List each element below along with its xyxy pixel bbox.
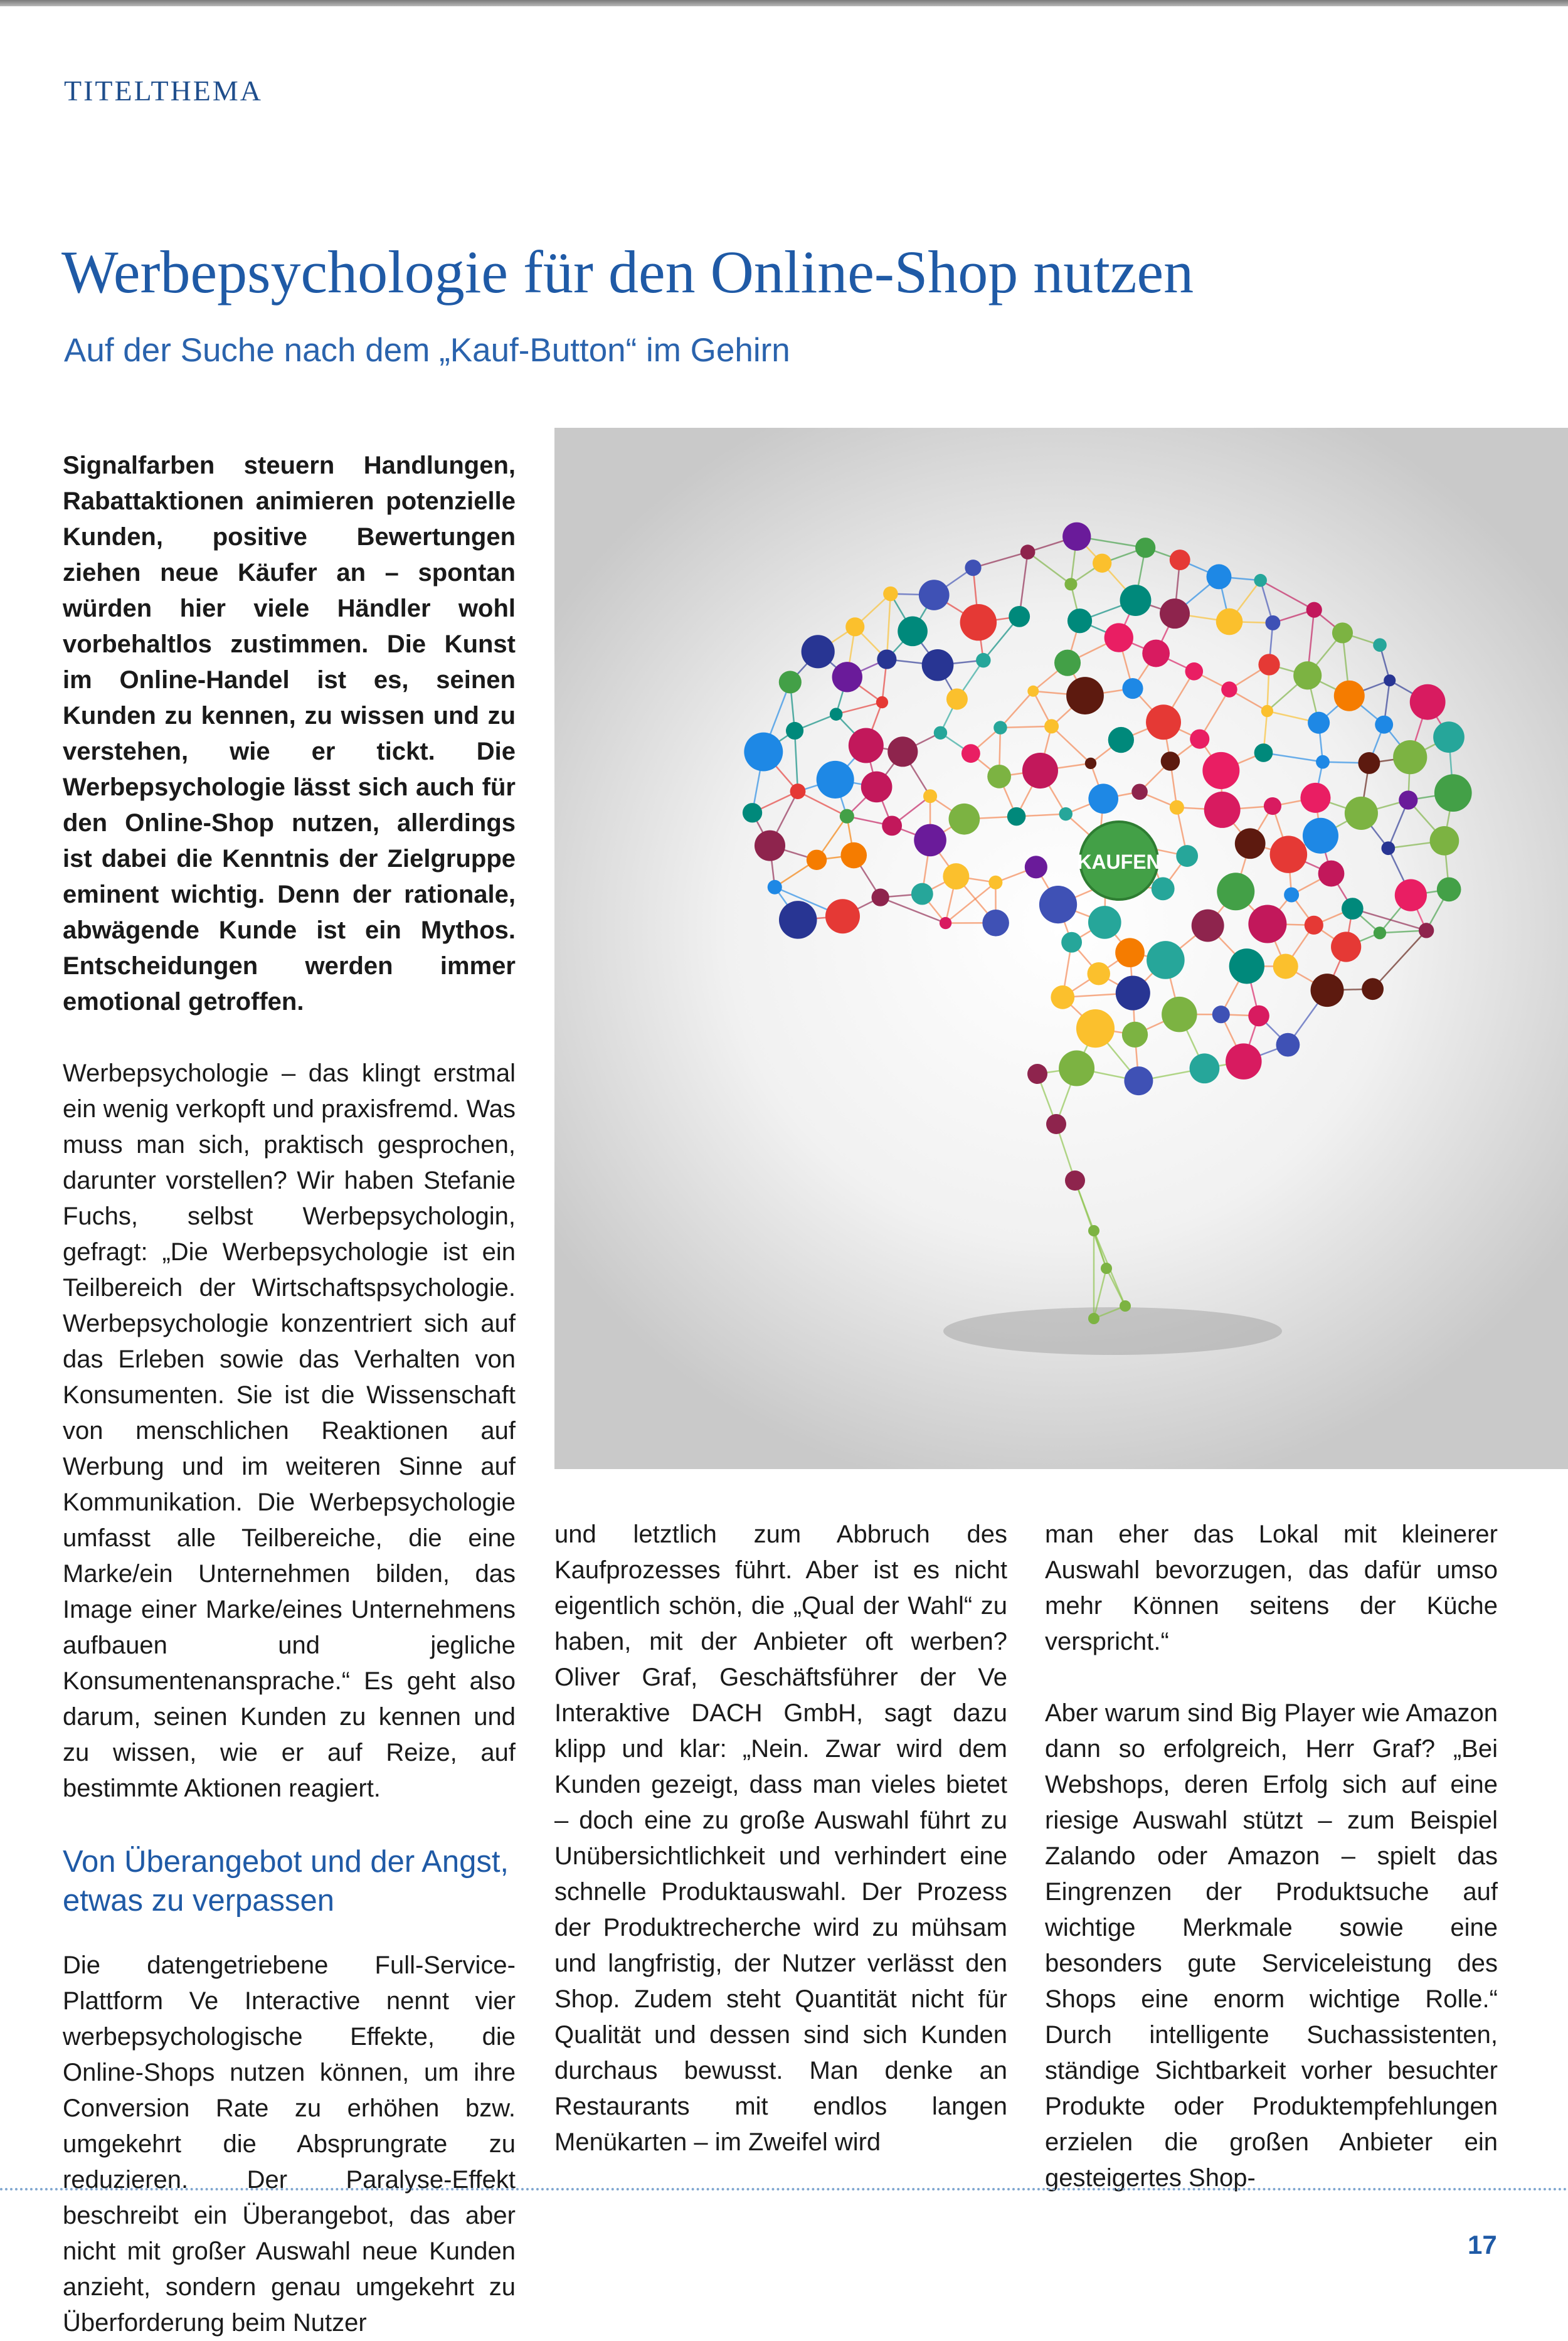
network-node [1311, 974, 1344, 1007]
network-node [1020, 544, 1036, 560]
body-paragraph: und letztlich zum Abbruch des Kaufprozesses führt. Aber ist es nicht eigentlich schön, die „Qual der Wahl“ zu haben, mit der Anbieter oft werben? Oliver Graf, Geschäftsführer der Ve Interaktive DACH GmbH, sagt dazu klipp und klar: „Nein. Zwar wird dem Kunden gezeigt, dass man vieles bietet – doch eine zu große Auswahl führt zu Unübersichtlichkeit und verhindert eine schnelle Produktauswahl. Der Prozess der Produktrecherche wird zu mühsam und langfristig, der Nutzer verlässt den Shop. Zudem steht Quantität nicht für Qualität und dessen sind sich Kunden durchaus bewusst. Man denke an Restaurants mit endlos langen Menükarten – im Zweifel wird [554, 1517, 1007, 2160]
network-node [1065, 1170, 1085, 1191]
network-node [790, 783, 806, 799]
network-node [1217, 873, 1254, 910]
network-node [934, 726, 947, 740]
network-node [1331, 932, 1361, 962]
network-node [872, 889, 889, 906]
section-label: TITELTHEMA [64, 74, 263, 107]
network-node [1318, 861, 1345, 887]
network-node [993, 721, 1007, 735]
network-node [1120, 1300, 1131, 1312]
network-node [1101, 1263, 1112, 1274]
network-node [1226, 1043, 1262, 1080]
footer-divider [0, 2188, 1568, 2190]
network-node [1254, 574, 1267, 587]
network-node [976, 653, 990, 667]
network-node [1067, 608, 1092, 633]
network-node [1146, 704, 1181, 740]
network-node [1316, 755, 1330, 769]
network-node [768, 880, 782, 894]
network-node [1273, 953, 1298, 979]
network-node [883, 587, 898, 601]
network-node [1088, 783, 1118, 814]
network-node [1061, 932, 1082, 953]
network-node [919, 580, 950, 610]
network-node [1135, 538, 1155, 558]
network-node [1104, 623, 1133, 652]
network-node [877, 649, 896, 669]
network-node [1162, 997, 1197, 1032]
network-node [946, 688, 968, 709]
network-edge [973, 552, 1028, 568]
network-node [965, 560, 981, 576]
network-node [1202, 752, 1239, 789]
network-node [1160, 598, 1190, 629]
network-node [1248, 1006, 1269, 1027]
network-node [1062, 523, 1091, 551]
network-node [845, 617, 864, 636]
article-title: Werbepsychologie für den Online-Shop nutzen [61, 237, 1194, 307]
network-node [1410, 684, 1446, 720]
network-node [1161, 751, 1180, 771]
network-edge [1000, 691, 1033, 728]
network-node [1131, 783, 1148, 800]
network-node [1293, 661, 1322, 689]
network-node [1207, 564, 1232, 589]
network-node [922, 649, 954, 681]
network-node [779, 671, 802, 693]
network-node [786, 722, 803, 740]
network-node [1284, 887, 1299, 902]
network-node [1046, 1114, 1066, 1134]
network-node [1345, 797, 1378, 830]
network-node [1433, 721, 1465, 753]
network-node [1025, 856, 1047, 878]
network-node [1022, 753, 1058, 788]
network-node [1027, 686, 1039, 697]
article-subtitle: Auf der Suche nach dem „Kauf-Button“ im Gehirn [64, 331, 790, 369]
brain-network-illustration [554, 428, 1568, 1469]
network-node [1093, 554, 1111, 573]
network-node [1185, 662, 1204, 681]
network-edge [836, 703, 882, 714]
brain-shadow [943, 1307, 1282, 1355]
network-node [1212, 1006, 1230, 1023]
network-node [1152, 877, 1175, 900]
network-node [1375, 716, 1393, 734]
network-node [1306, 602, 1322, 618]
body-paragraph: man eher das Lokal mit kleinerer Auswahl bevorzugen, das dafür umso mehr Können seitens der Küche verspricht.“ [1045, 1517, 1498, 1660]
network-node [1334, 681, 1365, 711]
network-node [1204, 792, 1241, 828]
network-node [1254, 743, 1273, 762]
network-node [982, 910, 1009, 937]
network-node [1258, 654, 1279, 675]
brain-network-graphic [554, 428, 1568, 1469]
network-node [1176, 845, 1198, 867]
network-node [887, 736, 918, 767]
network-edge [1000, 726, 1052, 728]
network-node [1276, 1033, 1300, 1057]
network-node [1235, 828, 1266, 859]
network-node [744, 733, 783, 772]
network-node [1264, 797, 1281, 815]
network-node [1374, 926, 1386, 939]
network-node [898, 617, 928, 647]
network-node [1051, 985, 1074, 1009]
network-node [1085, 758, 1096, 769]
network-node [1270, 836, 1308, 873]
network-node [1265, 615, 1280, 630]
network-node [1395, 879, 1427, 911]
network-node [940, 917, 951, 929]
network-node [817, 761, 854, 799]
network-node [1384, 674, 1396, 686]
network-node [1362, 978, 1384, 1000]
network-node [1088, 1313, 1099, 1324]
network-node [1039, 886, 1077, 923]
network-node [1419, 923, 1434, 938]
network-node [1373, 638, 1387, 652]
network-node [1308, 712, 1330, 734]
network-node [840, 809, 854, 824]
network-edge [887, 594, 891, 659]
network-node [779, 901, 817, 939]
network-node [911, 883, 933, 905]
network-node [1434, 774, 1472, 812]
network-node [948, 804, 980, 835]
network-node [1054, 650, 1081, 676]
network-node [1142, 640, 1170, 667]
network-node [802, 635, 835, 668]
network-node [849, 728, 884, 763]
network-node [1216, 608, 1243, 635]
section-subheading: Von Überangebot und der Angst, etwas zu verpassen [63, 1842, 516, 1920]
network-node [1066, 677, 1104, 714]
network-node [1430, 826, 1459, 856]
network-node [1229, 948, 1264, 984]
text-column-3 [1045, 1517, 1498, 2196]
network-node [876, 696, 888, 708]
network-node [832, 662, 862, 692]
network-node [1170, 800, 1184, 815]
network-node [1399, 790, 1417, 809]
kaufen-button [1077, 822, 1160, 900]
network-node [1124, 1066, 1153, 1095]
network-node [1381, 841, 1395, 855]
network-node [1064, 578, 1077, 590]
network-node [961, 744, 980, 763]
network-node [1303, 818, 1338, 854]
network-node [1261, 705, 1273, 717]
network-node [1122, 678, 1143, 699]
network-node [914, 824, 946, 857]
network-node [1007, 807, 1026, 826]
network-edge [1052, 726, 1091, 763]
network-node [1170, 549, 1190, 570]
network-edge [1373, 930, 1427, 989]
network-node [1059, 807, 1073, 820]
network-node [1009, 606, 1030, 627]
network-node [923, 789, 937, 803]
network-node [1120, 585, 1152, 616]
page-number: 17 [1468, 2230, 1497, 2260]
network-node [1248, 905, 1286, 943]
network-node [1147, 941, 1185, 979]
network-node [1088, 962, 1110, 985]
network-node [743, 803, 762, 822]
network-node [807, 850, 827, 870]
network-node [1305, 916, 1323, 935]
network-node [1027, 1064, 1047, 1084]
text-column-2 [554, 1517, 1007, 2160]
network-node [755, 831, 785, 861]
network-node [1332, 622, 1353, 643]
network-node [1358, 752, 1380, 774]
network-node [1076, 1009, 1115, 1048]
kaufen-button-label: KAUFEN [1077, 851, 1160, 873]
network-node [1115, 938, 1145, 967]
network-node [988, 876, 1002, 889]
body-paragraph: Aber warum sind Big Player wie Amazon dann so erfolgreich, Herr Graf? „Bei Webshops, deren Erfolg sich auf eine riesige Auswahl stützt – zum Beispiel Zalando oder Amazon – spielt das Eingrenzen der Produktsuche auf wichtige Merkmale sowie eine besonders gute Serviceleistung des Shops eine enorm wichtige Rolle.“ Durch intelligente Suchassistenten, ständige Sichtbarkeit vorher besuchter Produkte oder Produktempfehlungen erzielen die großen Anbieter ein gesteigertes Shop- [1045, 1696, 1498, 2196]
network-node [1221, 681, 1237, 697]
network-node [1300, 783, 1330, 813]
network-node [830, 708, 842, 720]
network-node [960, 604, 997, 640]
network-node [1342, 898, 1364, 920]
top-border [0, 0, 1568, 6]
network-node [1437, 878, 1461, 902]
network-node [987, 765, 1011, 788]
lead-paragraph: Signalfarben steuern Handlungen, Rabattaktionen animieren potenzielle Kunden, positive Bewertungen ziehen neue Käufer an – spontan würden hier viele Händler wohl vorbehaltlos zustimmen. Die Kunst im Online-Handel ist es, seinen Kunden zu kennen, zu wissen und zu verstehen, wie er tickt. Die Werbepsychologie lässt sich auch für den Online-Shop nutzen, allerdings ist dabei die Kenntnis der Zielgruppe eminent wichtig. Denn der rationale, abwägende Kunde ist ein Mythos. Entscheidungen werden immer emotional getroffen. [63, 448, 516, 1020]
network-node [1108, 727, 1134, 753]
network-node [1116, 975, 1150, 1010]
network-node [861, 772, 893, 803]
network-node [943, 863, 969, 889]
network-node [1190, 1053, 1220, 1083]
network-edge [1028, 552, 1071, 584]
network-edge [795, 731, 798, 792]
body-paragraph: Werbepsychologie – das klingt erstmal ein wenig verkopft und praxisfremd. Was muss man sich, praktisch gesprochen, darunter vorstellen? Wir haben Stefanie Fuchs, selbst Werbepsychologin, gefragt: „Die Werbepsychologie ist ein Teilbereich der Wirtschaftspsychologie. Werbepsychologie konzentriert sich auf das Erleben sowie das Verhalten von Konsumenten. Sie ist die Wissenschaft von menschlichen Reaktionen auf Werbung und im weiteren Sinne auf Kommunikation. Die Werbepsychologie umfasst alle Teilbereiche, die eine Marke/ein Unternehmen bilden, das Image einer Marke/eines Unternehmens aufbauen und jegliche Konsumentenansprache.“ Es geht also darum, seinen Kunden zu kennen und zu wissen, wie er auf Reize, auf bestimmte Aktionen reagiert. [63, 1056, 516, 1807]
network-node [1088, 1225, 1099, 1236]
network-node [1192, 910, 1224, 942]
network-node [1044, 719, 1059, 733]
network-node [825, 899, 860, 933]
network-node [882, 815, 902, 836]
network-node [1059, 1051, 1094, 1086]
network-edge [1352, 909, 1426, 931]
network-node [1088, 906, 1121, 939]
network-node [1122, 1022, 1148, 1048]
network-node [1190, 730, 1209, 749]
network-node [840, 842, 867, 869]
body-paragraph: Die datengetriebene Full-Service-Plattform Ve Interactive nennt vier werbepsychologische Effekte, die Online-Shops nutzen können, um ihre Conversion Rate zu erhöhen bzw. umgekehrt die Absprungrate zu reduzieren. Der Paralyse-Effekt beschreibt ein Überangebot, das aber nicht mit großer Auswahl neue Kunden anzieht, sondern genau umgekehrt zu Überforderung beim Nutzer [63, 1948, 516, 2341]
network-edge [1106, 1268, 1125, 1306]
network-node [1393, 740, 1427, 774]
text-column-1 [63, 448, 516, 2341]
